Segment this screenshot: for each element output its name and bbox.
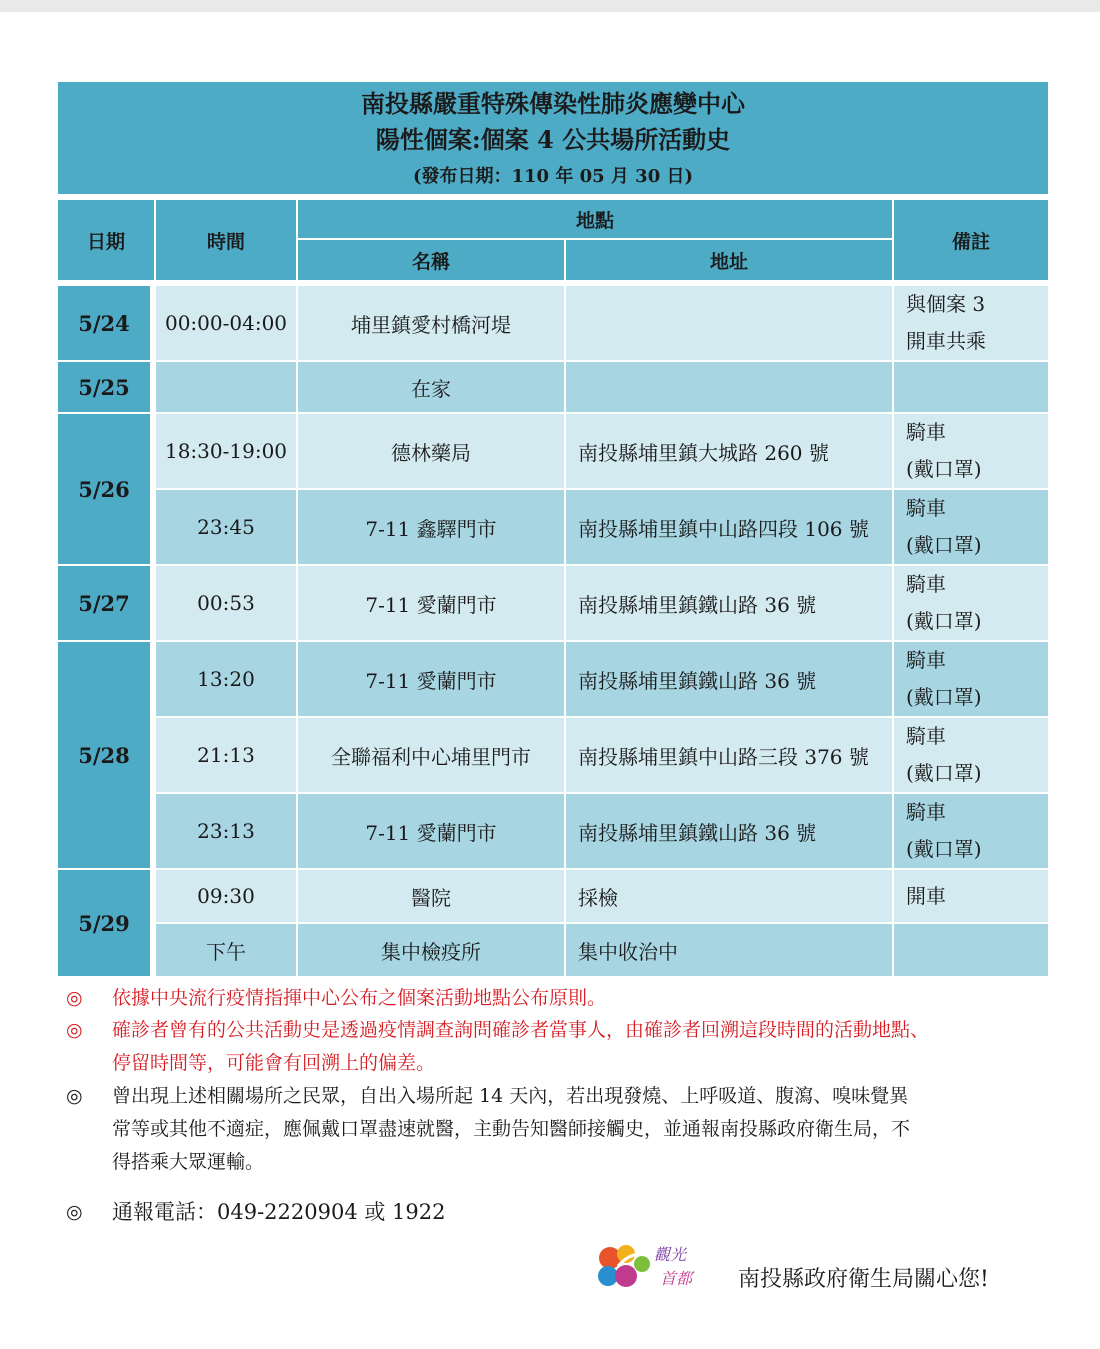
time-cell bbox=[156, 362, 296, 412]
remark-line: (戴口罩) bbox=[906, 685, 982, 709]
address-cell: 南投縣埔里鎮鐵山路 36 號 bbox=[566, 794, 892, 868]
remark-cell bbox=[894, 414, 1048, 488]
date-cell: 5/26 bbox=[58, 414, 150, 564]
address-cell: 南投縣埔里鎮鐵山路 36 號 bbox=[566, 566, 892, 640]
note-text: 曾出現上述相關場所之民眾，自出入場所起 14 天內，若出現發燒、上呼吸道、腹瀉、嗅味覺異 bbox=[112, 1085, 909, 1107]
note-text: 常等或其他不適症，應佩戴口罩盡速就醫，主動告知醫師接觸史，並通報南投縣政府衛生局，不 bbox=[112, 1118, 911, 1140]
phone-text: 通報電話：049-2220904 或 1922 bbox=[112, 1200, 446, 1224]
address-cell: 南投縣埔里鎮中山路四段 106 號 bbox=[566, 490, 892, 564]
remark-line: (戴口罩) bbox=[906, 457, 982, 481]
bullet-icon: ◎ bbox=[66, 1201, 83, 1223]
place-name-cell: 醫院 bbox=[298, 870, 564, 922]
remark-cell bbox=[894, 794, 1048, 868]
place-name-cell: 7-11 愛蘭門市 bbox=[298, 794, 564, 868]
remark-cell bbox=[894, 870, 1048, 922]
address-cell bbox=[566, 286, 892, 360]
time-cell: 00:53 bbox=[156, 566, 296, 640]
date-cell: 5/28 bbox=[58, 642, 150, 868]
place-name-cell: 德林藥局 bbox=[298, 414, 564, 488]
activity-table bbox=[58, 200, 1048, 976]
remark-line: 騎車 bbox=[906, 496, 946, 520]
address-cell: 南投縣埔里鎮大城路 260 號 bbox=[566, 414, 892, 488]
time-cell: 13:20 bbox=[156, 642, 296, 716]
remark-cell bbox=[894, 362, 1048, 412]
remark-line: 與個案 3 bbox=[906, 292, 986, 316]
note-text: 停留時間等，可能會有回溯上的偏差。 bbox=[112, 1052, 436, 1074]
col-header-address: 地址 bbox=[566, 240, 892, 280]
date-cell: 5/27 bbox=[58, 566, 150, 640]
col-header-date: 日期 bbox=[58, 200, 154, 280]
place-name-cell: 全聯福利中心埔里門市 bbox=[298, 718, 564, 792]
document-header bbox=[58, 82, 1048, 194]
place-name-cell: 7-11 鑫驛門市 bbox=[298, 490, 564, 564]
address-cell: 南投縣埔里鎮中山路三段 376 號 bbox=[566, 718, 892, 792]
remark-line: (戴口罩) bbox=[906, 533, 982, 557]
place-name-cell: 集中檢疫所 bbox=[298, 924, 564, 976]
tourism-capital-logo-icon bbox=[596, 1236, 726, 1296]
place-name-cell: 埔里鎮愛村橋河堤 bbox=[298, 286, 564, 360]
remark-cell bbox=[894, 490, 1048, 564]
date-cell: 5/25 bbox=[58, 362, 150, 412]
time-cell: 21:13 bbox=[156, 718, 296, 792]
bullet-icon: ◎ bbox=[66, 1019, 83, 1041]
footer bbox=[596, 1236, 1046, 1296]
bullet-icon: ◎ bbox=[66, 1085, 83, 1107]
col-header-location: 地點 bbox=[298, 200, 892, 238]
time-cell: 18:30-19:00 bbox=[156, 414, 296, 488]
col-header-remark: 備註 bbox=[894, 200, 1048, 280]
place-name-cell: 在家 bbox=[298, 362, 564, 412]
time-cell: 下午 bbox=[156, 924, 296, 976]
remark-cell bbox=[894, 642, 1048, 716]
col-header-name: 名稱 bbox=[298, 240, 564, 280]
remark-line: (戴口罩) bbox=[906, 609, 982, 633]
remark-line: 騎車 bbox=[906, 420, 946, 444]
title-line-2: 陽性個案:個案 4 公共場所活動史 bbox=[375, 125, 731, 154]
remark-line: 騎車 bbox=[906, 572, 946, 596]
address-cell: 南投縣埔里鎮鐵山路 36 號 bbox=[566, 642, 892, 716]
time-cell: 00:00-04:00 bbox=[156, 286, 296, 360]
date-cell: 5/29 bbox=[58, 870, 150, 976]
logo-text: 觀光 bbox=[654, 1245, 687, 1264]
address-cell bbox=[566, 362, 892, 412]
time-cell: 09:30 bbox=[156, 870, 296, 922]
remark-line: 騎車 bbox=[906, 800, 946, 824]
date-cell: 5/24 bbox=[58, 286, 150, 360]
release-date: (發布日期：110 年 05 月 30 日) bbox=[412, 166, 694, 187]
place-name-cell: 7-11 愛蘭門市 bbox=[298, 566, 564, 640]
remark-cell bbox=[894, 286, 1048, 360]
address-cell: 採檢 bbox=[566, 870, 892, 922]
time-cell: 23:45 bbox=[156, 490, 296, 564]
place-name-cell: 7-11 愛蘭門市 bbox=[298, 642, 564, 716]
remark-line: (戴口罩) bbox=[906, 837, 982, 861]
remark-line: 開車共乘 bbox=[906, 329, 986, 353]
remark-cell bbox=[894, 924, 1048, 976]
remark-line: 騎車 bbox=[906, 648, 946, 672]
note-text: 確診者曾有的公共活動史是透過疫情調查詢問確診者當事人，由確診者回溯這段時間的活動地點、 bbox=[112, 1019, 930, 1041]
remark-line: 騎車 bbox=[906, 724, 946, 748]
time-cell: 23:13 bbox=[156, 794, 296, 868]
address-cell: 集中收治中 bbox=[566, 924, 892, 976]
footer-message: 南投縣政府衛生局關心您! bbox=[738, 1267, 989, 1292]
svg-text:首都: 首都 bbox=[660, 1269, 693, 1288]
remark-cell bbox=[894, 718, 1048, 792]
title-line-1: 南投縣嚴重特殊傳染性肺炎應變中心 bbox=[361, 89, 745, 118]
bullet-icon: ◎ bbox=[66, 987, 83, 1009]
col-header-time: 時間 bbox=[156, 200, 296, 280]
top-bar bbox=[0, 0, 1100, 12]
remark-cell bbox=[894, 566, 1048, 640]
note-text: 依據中央流行疫情指揮中心公布之個案活動地點公布原則。 bbox=[112, 987, 607, 1009]
remark-line: 開車 bbox=[906, 883, 946, 908]
note-text: 得搭乘大眾運輸。 bbox=[112, 1151, 265, 1173]
remark-line: (戴口罩) bbox=[906, 761, 982, 785]
